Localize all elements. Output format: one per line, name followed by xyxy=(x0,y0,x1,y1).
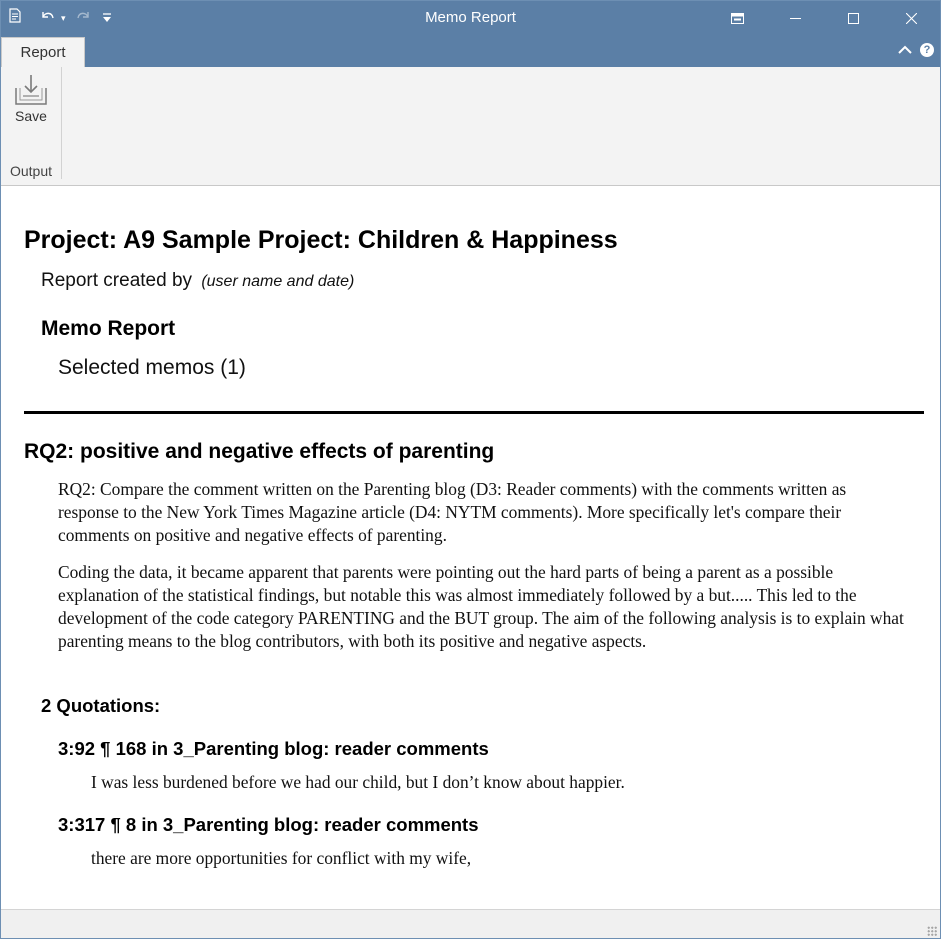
ribbon-group-output xyxy=(1,67,62,179)
chevron-up-icon xyxy=(898,45,912,55)
resize-grip-icon[interactable] xyxy=(927,926,937,936)
maximize-button[interactable] xyxy=(824,1,882,35)
group-label-output: Output xyxy=(9,163,53,179)
minimize-button[interactable] xyxy=(766,1,824,35)
memo-paragraph: Coding the data, it became apparent that parents were pointing out the hard parts of being a parent as a possible explanation of the statistical findings, but notable this was almost immediately followed by a but..... This led to the development of the code category PARENTING and the BUT group. The aim of the following analysis is to explain what parenting means to the blog contributors, with both its positive and negative aspects. xyxy=(58,562,904,651)
title-bar xyxy=(1,1,940,35)
report-created-line xyxy=(41,270,354,292)
quotation-text: I was less burdened before we had our child, but I don’t know about happier. xyxy=(91,772,625,792)
save-icon xyxy=(14,74,48,106)
created-by-label: Report created by xyxy=(41,270,193,291)
selected-memos-count: Selected memos (1) xyxy=(58,356,246,379)
minimize-icon xyxy=(790,13,801,24)
memo-title: RQ2: positive and negative effects of parenting xyxy=(24,440,495,463)
window-controls xyxy=(708,1,940,35)
status-bar xyxy=(1,909,940,939)
report-content xyxy=(1,186,940,908)
save-button[interactable] xyxy=(7,71,55,133)
project-title: Project: A9 Sample Project: Children & Happiness xyxy=(24,226,618,254)
memo-paragraph: RQ2: Compare the comment written on the Parenting blog (D3: Reader comments) with the comments written as response to the New York Times Magazine article (D4: NYTM comments). More specifically let's compare their comments on positive and negative effects of parenting. xyxy=(58,479,847,545)
quotations-heading: 2 Quotations: xyxy=(41,695,161,716)
memo-report-heading: Memo Report xyxy=(41,317,176,340)
ribbon xyxy=(1,67,940,186)
restore-icon xyxy=(731,13,744,24)
divider xyxy=(24,411,924,414)
restore-ribbon-button[interactable] xyxy=(708,1,766,35)
ribbon-tab-strip xyxy=(1,35,940,67)
maximize-icon xyxy=(848,13,859,24)
close-icon xyxy=(906,13,917,24)
quotation-title: 3:92 ¶ 168 in 3_Parenting blog: reader comments xyxy=(58,738,489,759)
quotation-title: 3:317 ¶ 8 in 3_Parenting blog: reader comments xyxy=(58,814,479,835)
collapse-ribbon-button[interactable] xyxy=(896,42,914,60)
close-button[interactable] xyxy=(882,1,940,35)
created-user: (user name and date) xyxy=(201,273,355,290)
quotation-text: there are more opportunities for conflict with my wife, xyxy=(91,848,472,868)
help-icon[interactable]: ? xyxy=(920,43,934,57)
undo-dropdown-icon[interactable]: ▾ xyxy=(61,13,66,23)
tab-report[interactable]: Report xyxy=(1,37,85,67)
save-label: Save xyxy=(15,108,47,124)
window-title: Memo Report xyxy=(425,9,516,26)
